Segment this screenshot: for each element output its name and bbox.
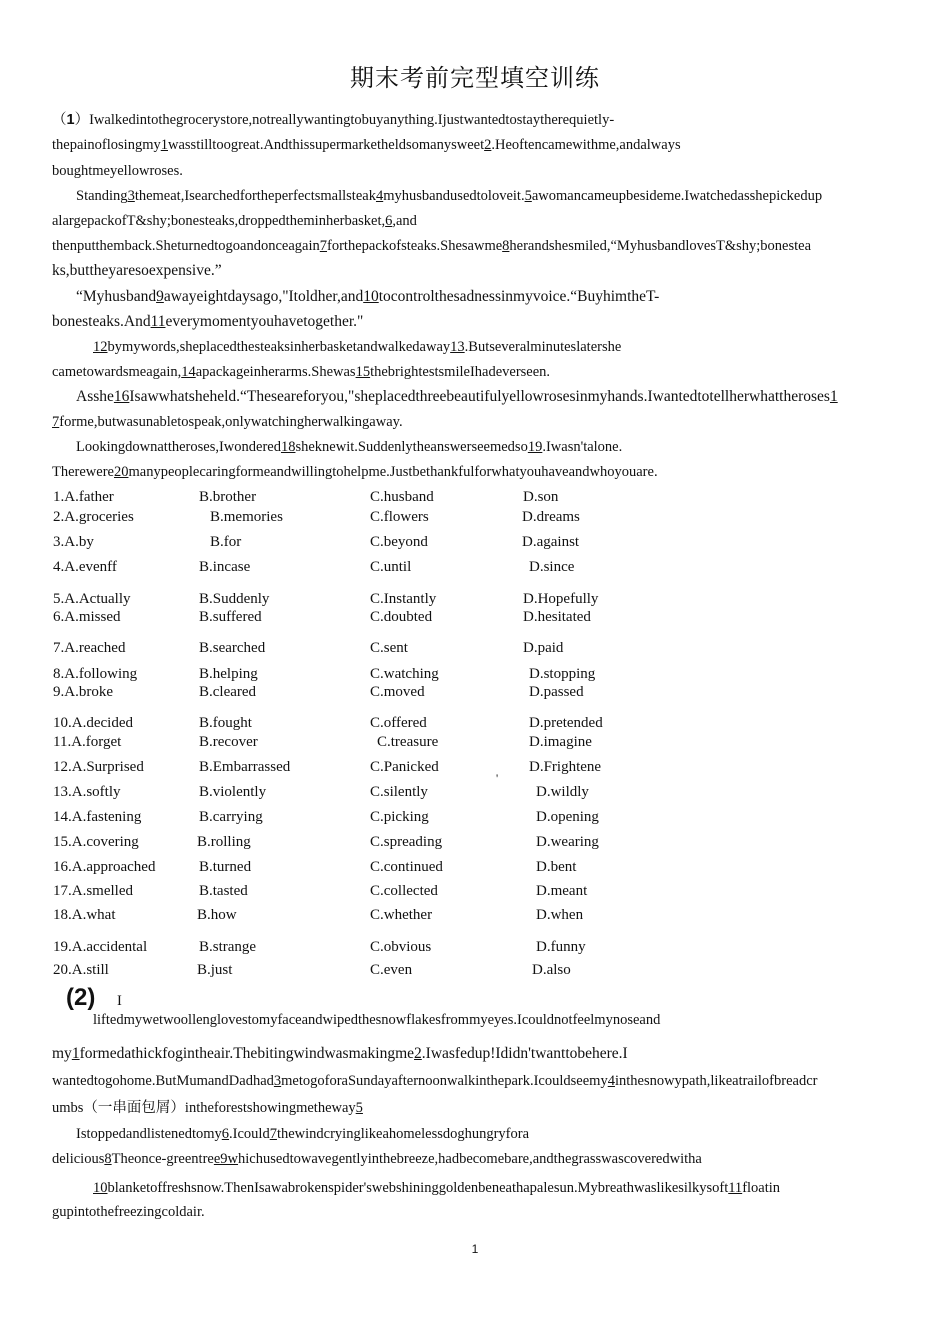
passage2-text: floatin [742, 1180, 781, 1196]
passage2-text: Istoppedandlistenedtomy [76, 1126, 222, 1142]
q17-option-a: 17.A.smelled [53, 883, 133, 899]
blank-marker: 19 [527, 439, 543, 455]
q14-option-c: C.picking [370, 809, 429, 825]
q11-option-c: C.treasure [377, 734, 439, 750]
q11-option-d: D.imagine [529, 734, 592, 750]
passage2-text: blanketoffreshsnow.ThenIsawabrokenspider'swebshininggoldenbeneathapalesun.Mybreathwaslikesilkysoft [107, 1180, 729, 1196]
q11-option-b: B.recover [199, 734, 258, 750]
blank-marker: 3 [273, 1073, 282, 1089]
passage2-text: inthesnowypath,likeatrailofbreadcr [614, 1073, 818, 1089]
q7-option-d: D.paid [523, 640, 564, 656]
q4-option-d: D.since [529, 559, 575, 575]
section1-number: 1 [66, 112, 75, 128]
passage1-text: cametowardsmeagain, [52, 364, 182, 380]
passage1-line-15 [52, 463, 902, 481]
passage1-text: apackageinherarms.Shewas [195, 364, 356, 380]
passage1-text: wasstilltoogreat.Andthissupermarketheldsomanysweet [168, 137, 485, 153]
passage1-text: forme,butwasunabletospeak,onlywatchingherwalkingaway. [59, 414, 403, 430]
q10-option-a: 10.A.decided [53, 715, 133, 731]
passage1-text: thebrightestsmileIhadeverseen. [370, 364, 551, 380]
passage1-text: bonesteaks.And [52, 313, 151, 330]
blank-marker: 4 [607, 1073, 615, 1089]
q4-option-a: 4.A.evenff [53, 559, 117, 575]
blank-marker: 2 [484, 137, 492, 153]
passage2-line-2 [52, 1045, 902, 1063]
q13-option-c: C.silently [370, 784, 428, 800]
q9-option-c: C.moved [370, 684, 425, 700]
q2-option-d: D.dreams [522, 509, 580, 525]
passage1-text: Lookingdownattheroses,Iwondered [76, 439, 281, 455]
blank-marker: 5 [524, 188, 532, 204]
passage1-text: .Iwasn'talone. [542, 439, 623, 455]
blank-marker: 14 [181, 364, 196, 380]
passage1-line-2 [52, 136, 902, 154]
q12-option-d: D.Frightene [529, 759, 602, 775]
passage1-text: themeat,Isearchedfortheperfectsmallsteak [134, 188, 376, 204]
passage1-text: Asshe [76, 388, 114, 405]
blank-marker: 7 [269, 1126, 277, 1142]
passage1-text: Standing [76, 188, 128, 204]
q17-option-b: B.tasted [199, 883, 248, 899]
q4-option-c: C.until [370, 559, 412, 575]
passage1-line-5 [52, 212, 902, 230]
q8-option-a: 8.A.following [53, 666, 138, 682]
blank-marker: 10 [93, 1180, 108, 1196]
q2-option-c: C.flowers [370, 509, 429, 525]
passage1-text: thenputthemback.Sheturnedtogoandonceagain [52, 238, 320, 254]
passage1-text: awomancameupbesideme.Iwatchedasshepickedup [531, 188, 823, 204]
q3-option-c: C.beyond [370, 534, 428, 550]
q14-option-a: 14.A.fastening [53, 809, 142, 825]
q5-option-c: C.Instantly [370, 591, 437, 607]
q1-option-c: C.husband [370, 489, 434, 505]
q20-option-c: C.even [370, 962, 413, 978]
q18-option-b: B.how [197, 907, 237, 923]
passage2-text: my [52, 1045, 72, 1062]
q13-option-d: D.wildly [536, 784, 589, 800]
q19-option-c: C.obvious [370, 939, 432, 955]
q9-option-d: D.passed [529, 684, 584, 700]
section2-label: (2) [66, 984, 96, 1011]
q6-option-a: 6.A.missed [53, 609, 121, 625]
q18-option-a: 18.A.what [53, 907, 116, 923]
q5-option-b: B.Suddenly [199, 591, 270, 607]
passage1-text: “Myhusband [76, 288, 157, 305]
blank-marker: 7 [319, 238, 328, 254]
q16-option-a: 16.A.approached [53, 859, 156, 875]
blank-marker: 4 [375, 188, 384, 204]
q9-option-b: B.cleared [199, 684, 257, 700]
q13-option-b: B.violently [199, 784, 267, 800]
blank-marker: 6 [221, 1126, 230, 1142]
blank-marker: 13 [450, 339, 465, 355]
q17-option-d: D.meant [536, 883, 588, 899]
q20-option-a: 20.A.still [53, 962, 109, 978]
q1-option-d: D.son [523, 489, 559, 505]
q15-option-d: D.wearing [536, 834, 599, 850]
q12-option-c: C.Panicked [370, 759, 439, 775]
passage1-text: .Heoftencamewithme,andalways [491, 137, 681, 153]
blank-marker: 8 [502, 238, 510, 254]
q2-option-b: B.memories [210, 509, 283, 525]
passage1-line-11 [52, 363, 902, 381]
stray-mark: ' [496, 771, 499, 785]
passage1-text: Isawwhatsheheld.“Theseareforyou,"sheplacedthreebeautifulyellowrosesinmyhands.Iwantedtotellherwhattheroses [129, 388, 830, 405]
blank-marker: 8 [104, 1151, 112, 1167]
q8-option-b: B.helping [199, 666, 258, 682]
passage1-text: ,and [392, 213, 417, 229]
passage2-text: Theonce-greentre [111, 1151, 214, 1167]
passage1-text: Therewere [52, 464, 114, 480]
passage1-text: manypeoplecaringformeandwillingtohelpme.Justbethankfulforwhatyouhaveandwhoyouare. [128, 464, 658, 480]
passage1-text: forthepackofsteaks.Shesawme [327, 238, 503, 254]
blank-marker: 11 [150, 313, 166, 330]
q10-option-b: B.fought [199, 715, 252, 731]
passage1-line-12 [76, 388, 902, 406]
passage2-text: .Iwasfedup!Ididn'twanttobehere.I [421, 1045, 628, 1062]
passage2-line-3 [52, 1072, 902, 1090]
passage1-line-9 [52, 313, 902, 331]
passage2-line-8: gupintothefreezingcoldair. [52, 1204, 205, 1220]
q2-option-a: 2.A.groceries [53, 509, 134, 525]
q8-option-c: C.watching [370, 666, 439, 682]
passage2-text: delicious [52, 1151, 105, 1167]
blank-marker: 15 [355, 364, 371, 380]
q19-option-d: D.funny [536, 939, 586, 955]
q19-option-a: 19.A.accidental [53, 939, 148, 955]
blank-marker: 9 [156, 288, 164, 305]
passage1-line-8 [76, 288, 902, 306]
page-title: 期末考前完型填空训练 [350, 66, 600, 92]
passage1-text: alargepackofT&shy;bonesteaks,droppedtheminherbasket, [52, 213, 386, 229]
q5-option-a: 5.A.Actually [53, 591, 131, 607]
q3-option-b: B.for [210, 534, 242, 550]
passage2-line-0: I [117, 993, 122, 1009]
section1-label-open: （ [52, 112, 67, 128]
blank-marker: 16 [113, 388, 130, 405]
passage1-text: .Butseveralminuteslatershe [464, 339, 622, 355]
passage1-line-10 [93, 338, 902, 356]
passage2-line-5 [76, 1125, 902, 1143]
section1-label-close: ） [74, 112, 90, 128]
passage1-text: herandshesmiled,“MyhusbandlovesT&shy;bonestea [509, 238, 812, 254]
passage2-text: formedathickfogintheair.Thebitingwindwasmakingme [79, 1045, 415, 1062]
q19-option-b: B.strange [199, 939, 257, 955]
blank-marker: 3 [127, 188, 135, 204]
blank-marker: 6 [385, 213, 393, 229]
q17-option-c: C.collected [370, 883, 438, 899]
q4-option-b: B.incase [199, 559, 251, 575]
passage2-text: wantedtogohome.ButMumandDadhad [52, 1073, 274, 1089]
passage1-text: awayeightdaysago,"Itoldher,and [163, 288, 364, 305]
passage1-line-4 [76, 187, 902, 205]
passage1-line-7: ks,buttheyaresoexpensive.” [52, 262, 222, 279]
q1-option-b: B.brother [199, 489, 257, 505]
q6-option-c: C.doubted [370, 609, 433, 625]
q8-option-d: D.stopping [529, 666, 596, 682]
q6-option-d: D.hesitated [523, 609, 591, 625]
passage2-text: metogoforaSundayafternoonwalkinthepark.Icouldseemy [281, 1073, 608, 1089]
passage1-text: everymomentyouhavetogether." [165, 313, 364, 330]
passage1-text: sheknewit.Suddenlytheanswerseemedso [295, 439, 528, 455]
q15-option-c: C.spreading [370, 834, 443, 850]
blank-marker: 10 [363, 288, 379, 305]
q16-option-d: D.bent [536, 859, 577, 875]
passage1-line-13 [52, 413, 902, 431]
passage1-text: tocontrolthesadnessinmyvoice.“BuyhimtheT- [378, 288, 660, 305]
passage2-line-4 [52, 1099, 902, 1117]
q10-option-c: C.offered [370, 715, 427, 731]
passage2-line-7 [93, 1179, 902, 1197]
passage1-line-3: boughtmeyellowroses. [52, 163, 183, 179]
q3-option-a: 3.A.by [53, 534, 94, 550]
passage2-text: thewindcryinglikeahomelessdoghungryfora [276, 1126, 530, 1142]
q15-option-b: B.rolling [197, 834, 251, 850]
q16-option-c: C.continued [370, 859, 443, 875]
passage2-line-1: liftedmywetwoollenglovestomyfaceandwipedthesnowflakesfrommyeyes.Icouldnotfeelmynoseand [93, 1012, 661, 1028]
q11-option-a: 11.A.forget [53, 734, 122, 750]
q5-option-d: D.Hopefully [523, 591, 599, 607]
passage1-text: bymywords,sheplacedthesteaksinherbasketandwalkedaway [107, 339, 451, 355]
passage1-text: Iwalkedintothegrocerystore,notreallywantingtobuyanything.Ijustwantedtostaytherequietly- [89, 112, 615, 128]
passage1-line-1 [52, 111, 902, 129]
q20-option-b: B.just [197, 962, 233, 978]
passage1-text: myhusbandusedtoloveit. [383, 188, 525, 204]
passage2-text: umbs（一串面包屑）intheforestshowingmetheway [52, 1100, 356, 1116]
passage2-line-6 [52, 1150, 902, 1168]
page-number: 1 [471, 1242, 479, 1256]
q20-option-d: D.also [532, 962, 571, 978]
q14-option-d: D.opening [536, 809, 599, 825]
blank-marker: 18 [280, 439, 296, 455]
blank-marker: 5 [355, 1100, 363, 1116]
q1-option-a: 1.A.father [53, 489, 114, 505]
passage1-line-14 [76, 438, 902, 456]
blank-marker: 2 [414, 1045, 422, 1062]
q9-option-a: 9.A.broke [53, 684, 113, 700]
q10-option-d: D.pretended [529, 715, 603, 731]
q16-option-b: B.turned [199, 859, 252, 875]
blank-marker: 1 [160, 137, 168, 153]
passage2-text: hichusedtowavegentlyinthebreeze,hadbecomebare,andthegrasswascoveredwitha [238, 1151, 702, 1167]
q3-option-d: D.against [522, 534, 580, 550]
blank-marker: 20 [113, 464, 129, 480]
q18-option-c: C.whether [370, 907, 433, 923]
q6-option-b: B.suffered [199, 609, 262, 625]
q12-option-b: B.Embarrassed [199, 759, 291, 775]
blank-marker: 1 [829, 388, 838, 405]
blank-marker: 7 [52, 414, 60, 430]
q18-option-d: D.when [536, 907, 584, 923]
passage1-text: thepainoflosingmy [52, 137, 161, 153]
blank-marker: e9w [213, 1151, 239, 1167]
passage1-line-6 [52, 237, 902, 255]
blank-marker: 11 [728, 1180, 743, 1196]
q7-option-a: 7.A.reached [53, 640, 126, 656]
q7-option-b: B.searched [199, 640, 266, 656]
q15-option-a: 15.A.covering [53, 834, 139, 850]
q12-option-a: 12.A.Surprised [53, 759, 144, 775]
blank-marker: 1 [71, 1045, 80, 1062]
q7-option-c: C.sent [370, 640, 408, 656]
passage2-text: .Icould [229, 1126, 270, 1142]
q14-option-b: B.carrying [199, 809, 263, 825]
q13-option-a: 13.A.softly [53, 784, 121, 800]
blank-marker: 12 [93, 339, 108, 355]
